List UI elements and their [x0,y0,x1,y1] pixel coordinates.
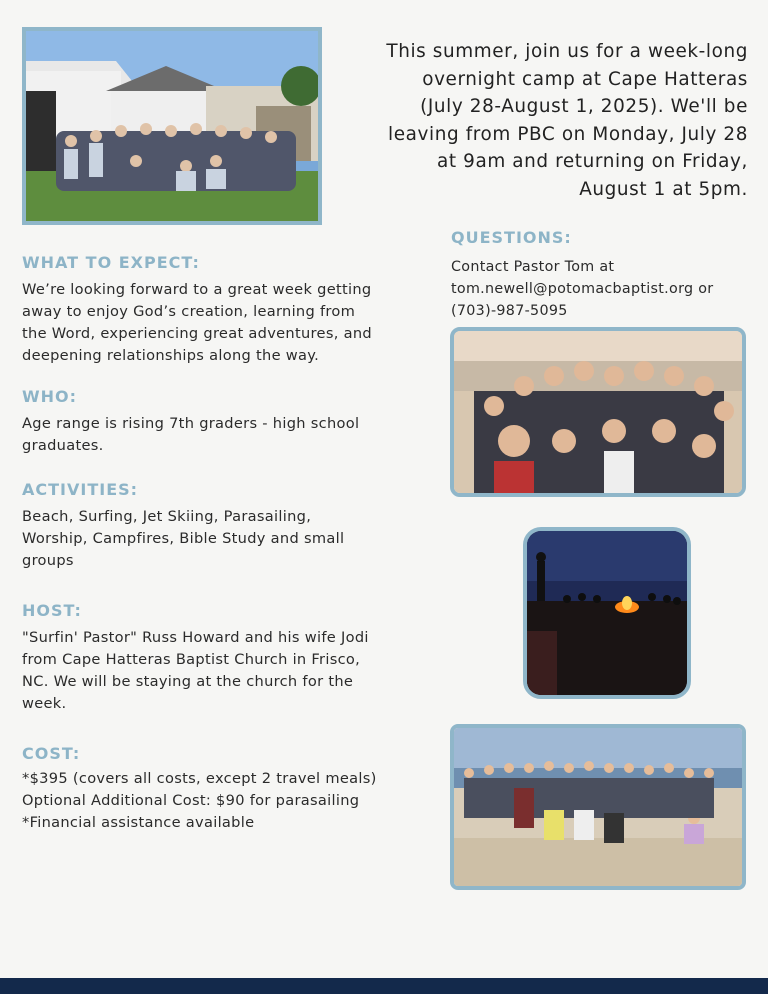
campfire-image [527,531,687,695]
expect-line: away to enjoy God’s creation, learning from [22,303,356,320]
expect-line: We’re looking forward to a great week getting [22,281,372,298]
activities-line: groups [22,552,74,569]
cost-heading: COST: [22,744,81,763]
group-photo-house-image [26,31,318,221]
footer-bar [0,978,768,994]
host-line: from Cape Hatteras Baptist Church in Frisco, [22,651,361,668]
what-to-expect-heading: WHAT TO EXPECT: [22,253,200,272]
campfire-photo [523,527,691,699]
activities-heading: ACTIVITIES: [22,480,139,499]
intro-line: overnight camp at Cape Hatteras [422,68,748,90]
who-text [22,413,359,457]
questions-phone: (703)-987-5095 [451,303,568,319]
what-to-expect-text [22,279,372,367]
questions-email: tom.newell@potomacbaptist.org or [451,281,714,297]
expect-line: the Word, experiencing great adventures, and [22,325,372,342]
activities-line: Beach, Surfing, Jet Skiing, Parasailing, [22,508,312,525]
group-selfie-image [454,331,742,493]
intro-line: This summer, join us for a week-long [386,41,748,62]
expect-line: deepening relationships along the way. [22,347,320,364]
questions-line: Contact Pastor Tom at [451,259,615,275]
group-photo-house [22,27,322,225]
activities-text [22,506,344,572]
who-line: Age range is rising 7th graders - high school [22,415,360,432]
questions-heading: QUESTIONS: [451,228,572,247]
who-line: graduates. [22,437,104,454]
host-line: "Surfin' Pastor" Russ Howard and his wife Jodi [22,629,369,646]
intro-line: August 1 at 5pm. [579,178,748,200]
host-line: NC. We will be staying at the church for the [22,673,354,690]
group-selfie-photo [450,327,746,497]
questions-text [451,256,713,322]
cost-line: Optional Additional Cost: $90 for parasailing [22,792,360,809]
intro-line: leaving from PBC on Monday, July 28 [388,123,748,145]
host-line: week. [22,695,67,712]
who-heading: WHO: [22,387,78,406]
intro-line: (July 28-August 1, 2025). We'll be [420,96,748,117]
beach-group-image [454,728,742,886]
beach-group-photo [450,724,746,890]
activities-line: Worship, Campfires, Bible Study and small [22,530,345,547]
host-heading: HOST: [22,601,82,620]
cost-line: *Financial assistance available [22,814,255,831]
host-text [22,627,369,715]
cost-line: *$395 (covers all costs, except 2 travel meals) [22,770,377,787]
intro-line: at 9am and returning on Friday, [437,151,748,172]
intro-paragraph [336,38,748,203]
cost-text [22,768,377,834]
